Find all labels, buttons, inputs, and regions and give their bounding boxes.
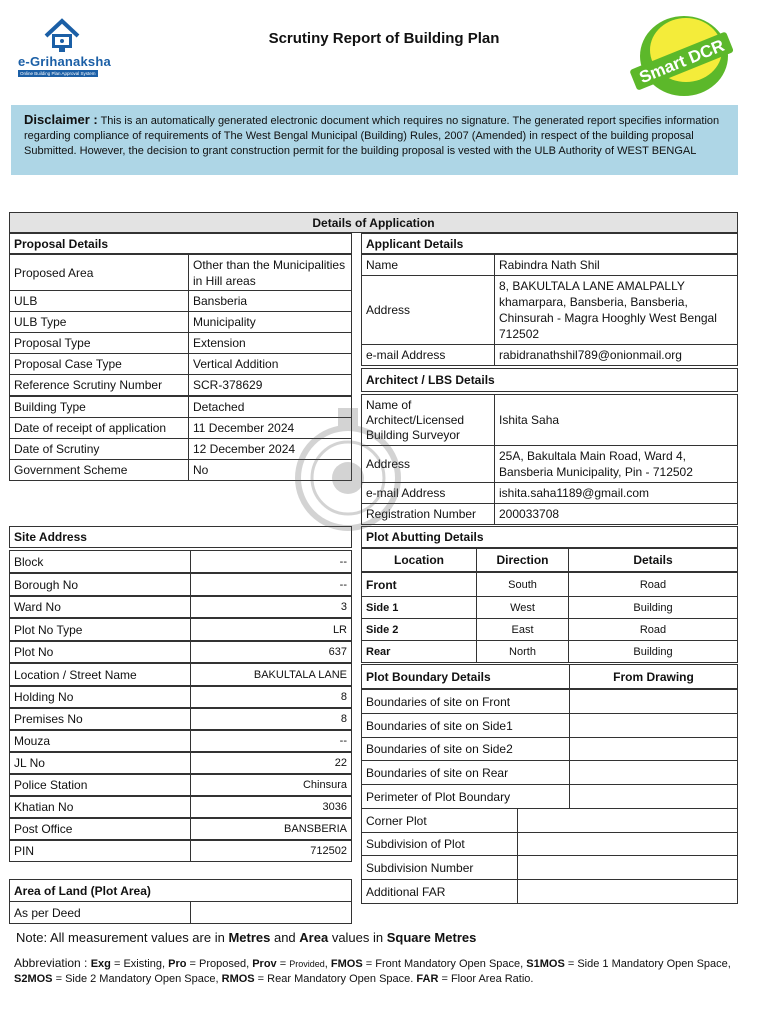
abbr-meaning: Proposed [199, 958, 247, 970]
proposal-value: Detached [188, 396, 352, 418]
abutting-direction: South [476, 572, 569, 597]
abutting-direction: North [476, 640, 569, 663]
site-label: Holding No [9, 686, 191, 708]
abutting-col-details: Details [568, 548, 738, 572]
site-value: -- [190, 573, 352, 596]
proposal-value: SCR-378629 [188, 374, 352, 396]
site-value: BANSBERIA [190, 818, 352, 840]
disclaimer-label: Disclaimer : [24, 112, 98, 127]
boundary-label: Boundaries of site on Side1 [361, 713, 570, 738]
abbr-meaning: Floor Area Ratio [450, 973, 531, 985]
site-value: 8 [190, 708, 352, 730]
abbr-key: Exg [90, 958, 111, 970]
disclaimer-text: This is an automatically generated electronic document which requires no signature. The generated report specifies information regarding compliance of requirements of The West Bengal Municipal (Building) Rules, 2007 (Amended) in respect of the building proposal Submitted. However, the decision to grant construction permit for the building proposal is vested with the ULB Authority of WEST BENGAL [24, 115, 720, 157]
boundary-label: Boundaries of site on Side2 [361, 737, 570, 761]
note-and: and [270, 930, 300, 945]
proposal-label: Proposed Area [9, 254, 189, 291]
proposal-label: Building Type [9, 396, 189, 418]
abutting-col-location: Location [361, 548, 477, 572]
site-address-heading: Site Address [9, 526, 352, 548]
page-title: Scrutiny Report of Building Plan [268, 30, 500, 47]
measurement-note [16, 930, 476, 945]
applicant-label: Address [361, 275, 495, 345]
site-label: Ward No [9, 596, 191, 618]
proposal-label: Proposal Type [9, 332, 189, 354]
architect-label: Name of Architect/Licensed Building Surveyor [361, 394, 495, 446]
plot-extra-label: Corner Plot [361, 808, 518, 833]
abbr-key: Prov [252, 958, 277, 970]
site-label: Location / Street Name [9, 663, 191, 686]
plot-extra-value [517, 832, 738, 856]
abutting-location: Side 2 [361, 618, 477, 641]
site-label: Plot No [9, 641, 191, 663]
applicant-label: Name [361, 254, 495, 276]
boundary-value [569, 713, 738, 738]
site-value: 3 [190, 596, 352, 618]
site-value: -- [190, 730, 352, 752]
abbr-meaning: Rear Mandatory Open Space [267, 973, 411, 985]
abutting-location: Front [361, 572, 477, 597]
site-label: Borough No [9, 573, 191, 596]
proposal-value: Municipality [188, 311, 352, 333]
proposal-value: Bansberia [188, 290, 352, 312]
site-value: -- [190, 550, 352, 573]
proposal-value: No [188, 459, 352, 481]
proposal-details-heading: Proposal Details [9, 233, 352, 254]
proposal-label: Government Scheme [9, 459, 189, 481]
site-value: 637 [190, 641, 352, 663]
site-value: LR [190, 618, 352, 641]
boundary-label: Perimeter of Plot Boundary [361, 784, 570, 809]
boundary-label: Boundaries of site on Rear [361, 760, 570, 785]
abutting-location: Side 1 [361, 596, 477, 619]
abutting-details: Road [568, 618, 738, 641]
plot-extra-label: Subdivision of Plot [361, 832, 518, 856]
boundary-label: Boundaries of site on Front [361, 689, 570, 714]
applicant-details-heading: Applicant Details [361, 233, 738, 254]
plot-abutting-heading: Plot Abutting Details [361, 526, 738, 548]
note-metres: Metres [228, 930, 271, 945]
abbr-key: S2MOS [14, 973, 53, 985]
boundary-value [569, 689, 738, 714]
note-sqm: Square Metres [386, 930, 477, 945]
plot-extra-label: Additional FAR [361, 879, 518, 904]
architect-value: ishita.saha1189@gmail.com [494, 482, 738, 504]
architect-label: e-mail Address [361, 482, 495, 504]
note-prefix: Note: All measurement values are in [16, 930, 229, 945]
boundary-value [569, 784, 738, 809]
logo-name: e-Grihanaksha [18, 54, 111, 69]
from-drawing-heading: From Drawing [569, 664, 738, 689]
proposal-value: Vertical Addition [188, 353, 352, 375]
abutting-col-direction: Direction [476, 548, 569, 572]
proposal-label: Reference Scrutiny Number [9, 374, 189, 396]
area-of-land-heading: Area of Land (Plot Area) [9, 879, 352, 902]
architect-label: Registration Number [361, 503, 495, 525]
site-label: Plot No Type [9, 618, 191, 641]
abbr-key: Pro [168, 958, 187, 970]
site-label: Khatian No [9, 796, 191, 818]
abbr-meaning: Side 2 Mandatory Open Space [65, 973, 216, 985]
area-label: As per Deed [9, 901, 191, 924]
abbr-meaning: Existing [123, 958, 162, 970]
proposal-value: 11 December 2024 [188, 417, 352, 439]
note-area: Area [299, 930, 329, 945]
abbr-meaning: Front Mandatory Open Space [375, 958, 521, 970]
site-label: Post Office [9, 818, 191, 840]
site-label: Premises No [9, 708, 191, 730]
logo-tagline: Online Building Plan Approval System [20, 71, 96, 76]
proposal-label: Date of receipt of application [9, 417, 189, 439]
plot-extra-label: Subdivision Number [361, 855, 518, 880]
site-label: JL No [9, 752, 191, 774]
proposal-label: ULB [9, 290, 189, 312]
plot-boundary-heading: Plot Boundary Details [361, 664, 570, 689]
abbr-key: S1MOS [526, 958, 565, 970]
proposal-label: Proposal Case Type [9, 353, 189, 375]
abutting-details: Road [568, 572, 738, 597]
abbr-label: Abbreviation : [14, 956, 91, 970]
architect-details-heading: Architect / LBS Details [361, 368, 738, 392]
architect-label: Address [361, 445, 495, 483]
site-label: Police Station [9, 774, 191, 796]
proposal-label: ULB Type [9, 311, 189, 333]
abbr-key: FAR [416, 973, 439, 985]
plot-extra-value [517, 855, 738, 880]
plot-extra-value [517, 808, 738, 833]
applicant-value: rabidranathshil789@onionmail.org [494, 344, 738, 366]
abutting-direction: East [476, 618, 569, 641]
proposal-value: Extension [188, 332, 352, 354]
disclaimer-box [11, 105, 738, 175]
architect-value: Ishita Saha [494, 394, 738, 446]
abutting-details: Building [568, 596, 738, 619]
area-value [190, 901, 352, 924]
site-label: Block [9, 550, 191, 573]
site-value: Chinsura [190, 774, 352, 796]
abbr-key: RMOS [221, 973, 255, 985]
abbr-meaning: Side 1 Mandatory Open Space [577, 958, 728, 970]
abbr-meaning: Provided [289, 959, 325, 969]
applicant-value: 8, BAKULTALA LANE AMALPALLY khamarpara, Bansberia, Bansberia, Chinsurah - Magra Hooghly West Bengal 712502 [494, 275, 738, 345]
egrihanaksha-logo [18, 18, 110, 80]
architect-value: 200033708 [494, 503, 738, 525]
applicant-label: e-mail Address [361, 344, 495, 366]
abutting-direction: West [476, 596, 569, 619]
site-label: PIN [9, 840, 191, 862]
site-value: 22 [190, 752, 352, 774]
abbreviation-legend: Abbreviation : Exg = Existing, Pro = Proposed, Prov = Provided, FMOS = Front Mandatory Open Space, S1MOS = Side 1 Mandatory Open Space, S2MOS = Side 2 Mandatory Open Space, RMOS = Rear Mandatory Open Space. FAR = Floor Area Ratio. [14, 956, 731, 985]
site-value: BAKULTALA LANE [190, 663, 352, 686]
boundary-value [569, 737, 738, 761]
proposal-value: 12 December 2024 [188, 438, 352, 460]
smart-dcr-badge [628, 12, 736, 102]
applicant-value: Rabindra Nath Shil [494, 254, 738, 276]
abbr-key: FMOS [330, 958, 363, 970]
note-values-in: values in [328, 930, 387, 945]
architect-value: 25A, Bakultala Main Road, Ward 4, Bansberia Municipality, Pin - 712502 [494, 445, 738, 483]
plot-extra-value [517, 879, 738, 904]
abutting-location: Rear [361, 640, 477, 663]
site-label: Mouza [9, 730, 191, 752]
abutting-details: Building [568, 640, 738, 663]
site-value: 8 [190, 686, 352, 708]
boundary-value [569, 760, 738, 785]
proposal-label: Date of Scrutiny [9, 438, 189, 460]
details-of-application-heading: Details of Application [9, 212, 738, 233]
site-value: 712502 [190, 840, 352, 862]
badge-text: Smart DCR [636, 35, 727, 88]
site-value: 3036 [190, 796, 352, 818]
proposal-value: Other than the Municipalities in Hill areas [188, 254, 352, 291]
